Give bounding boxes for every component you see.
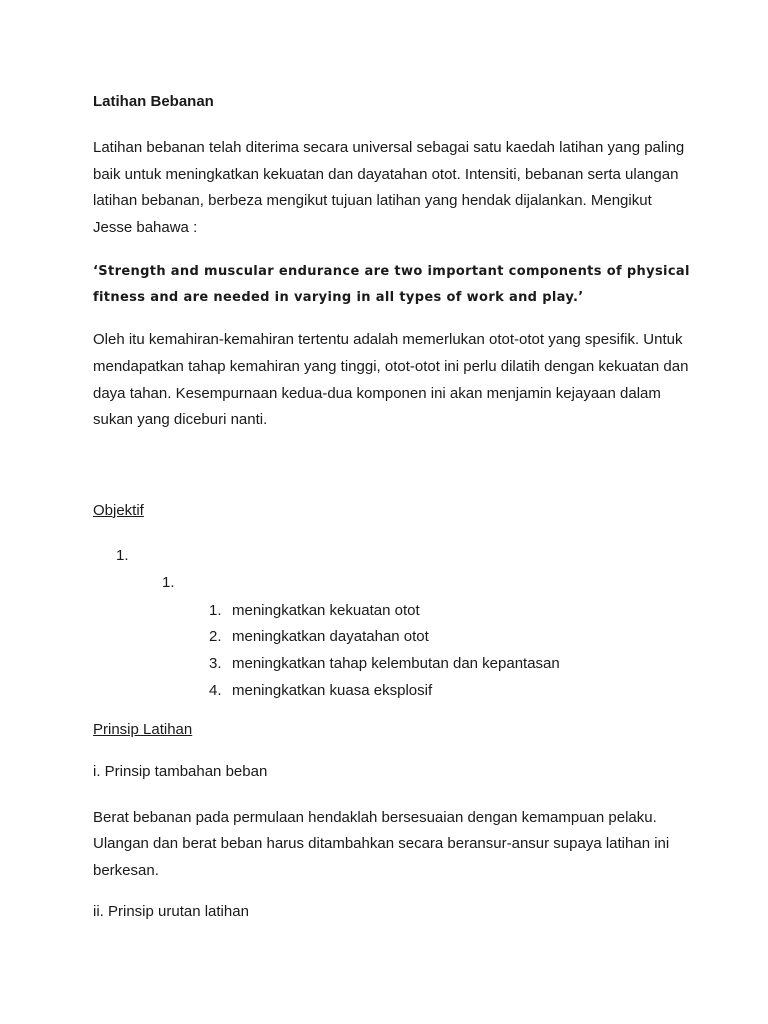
list-item-number: 4. (209, 681, 222, 699)
list-item (209, 624, 693, 651)
list-item-text: meningkatkan dayatahan otot (232, 628, 429, 646)
list-item-number: 1. (209, 601, 222, 619)
list-item-number: 2. (209, 628, 222, 646)
second-paragraph: Oleh itu kemahiran-kemahiran tertentu adalah memerlukan otot-otot yang spesifik. Untuk mendapatkan tahap kemahiran yang tinggi, otot-otot ini perlu dilatih dengan kekuatan dan daya tahan. Kesempurnaan kedua-dua komponen ini akan menjamin kejayaan dalam sukan yang diceburi nanti. (93, 331, 689, 429)
principle-1-paragraph: Berat bebanan pada permulaan hendaklah bersesuaian dengan kemampuan pelaku. Ulangan dan berat beban harus ditambahkan secara beransur-ansur supaya latihan ini berkesan. (93, 808, 670, 879)
principle-2-heading: ii. Prinsip urutan latihan (93, 903, 249, 921)
principle-1-heading: i. Prinsip tambahan beban (93, 762, 268, 780)
list-item (209, 678, 693, 705)
objektif-heading: Objektif (93, 501, 144, 519)
jesse-quote: ‘Strength and muscular endurance are two important components of physical fitness and are needed in varying in all types of work and play.’ (93, 264, 690, 306)
list-item-text: meningkatkan kuasa eksplosif (232, 681, 433, 699)
list-item (209, 598, 693, 625)
list-item-text: meningkatkan tahap kelembutan dan kepantasan (232, 655, 560, 673)
list-level2-number: 1. (162, 573, 175, 591)
intro-paragraph: Latihan bebanan telah diterima secara universal sebagai satu kaedah latihan yang paling baik untuk meningkatkan kekuatan dan dayatahan otot. Intensiti, bebanan serta ulangan latihan bebanan, berbeza mengikut tujuan latihan yang hendak dijalankan. Mengikut Jesse bahawa : (93, 139, 685, 236)
list-level1-number: 1. (116, 546, 129, 564)
document-page (93, 90, 693, 923)
list-item-text: meningkatkan kekuatan otot (232, 601, 420, 619)
objectives-list (93, 598, 693, 705)
document-title: Latihan Bebanan (93, 93, 214, 110)
prinsip-heading: Prinsip Latihan (93, 720, 193, 738)
list-item (209, 651, 693, 678)
list-item-number: 3. (209, 655, 222, 673)
